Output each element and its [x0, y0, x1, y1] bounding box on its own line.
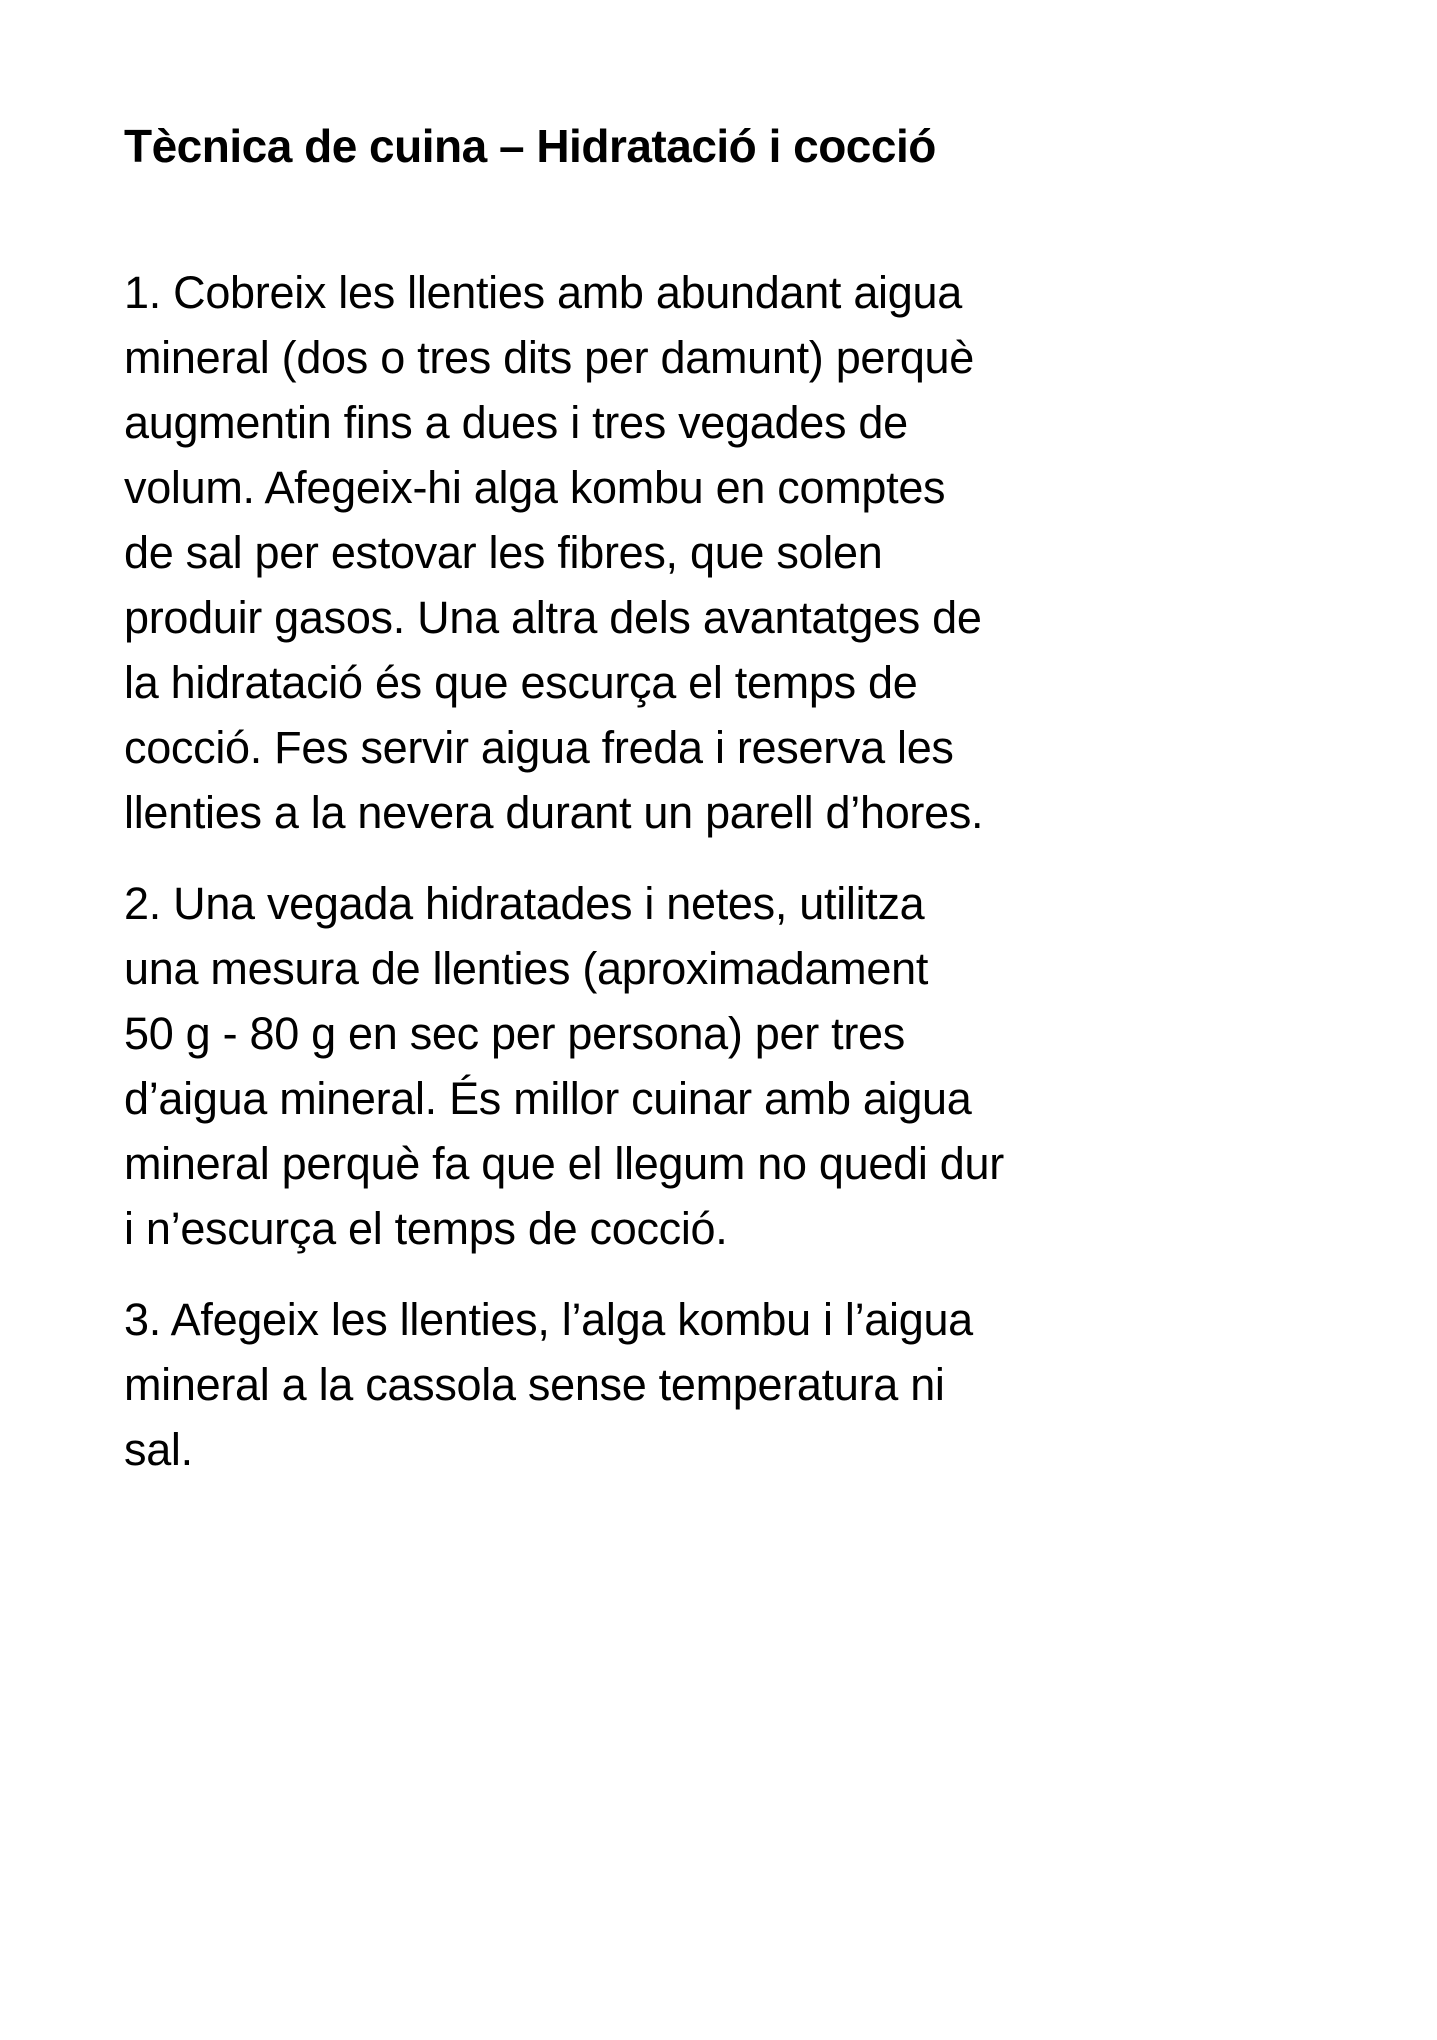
- document-page: [124, 110, 1264, 1508]
- step-line: augmentin fins a dues i tres vegades de: [124, 397, 908, 448]
- step-line: llenties a la nevera durant un parell d’hores.: [124, 787, 984, 838]
- step-1: [124, 260, 1264, 845]
- step-line: volum. Afegeix-hi alga kombu en comptes: [124, 462, 946, 513]
- page-title: Tècnica de cuina – Hidratació i cocció: [124, 120, 936, 172]
- step-line: i n’escurça el temps de cocció.: [124, 1203, 728, 1254]
- step-line: d’aigua mineral. És millor cuinar amb aigua: [124, 1073, 972, 1124]
- step-line: una mesura de llenties (aproximadament: [124, 943, 929, 994]
- step-line: la hidratació és que escurça el temps de: [124, 657, 918, 708]
- step-line: produir gasos. Una altra dels avantatges de: [124, 592, 982, 643]
- step-line: sal.: [124, 1424, 193, 1475]
- step-3: [124, 1287, 1264, 1482]
- step-line: mineral a la cassola sense temperatura ni: [124, 1359, 945, 1410]
- step-line: de sal per estovar les fibres, que solen: [124, 527, 883, 578]
- step-line: cocció. Fes servir aigua freda i reserva les: [124, 722, 954, 773]
- step-line: 2. Una vegada hidratades i netes, utilitza: [124, 878, 925, 929]
- steps-list: [124, 260, 1264, 1482]
- step-line: 3. Afegeix les llenties, l’alga kombu i l’aigua: [124, 1294, 973, 1345]
- step-line: mineral (dos o tres dits per damunt) perquè: [124, 332, 975, 383]
- step-line: mineral perquè fa que el llegum no quedi dur: [124, 1138, 1004, 1189]
- step-line: 50 g - 80 g en sec per persona) per tres: [124, 1008, 905, 1059]
- step-2: [124, 871, 1264, 1261]
- step-line: 1. Cobreix les llenties amb abundant aigua: [124, 267, 962, 318]
